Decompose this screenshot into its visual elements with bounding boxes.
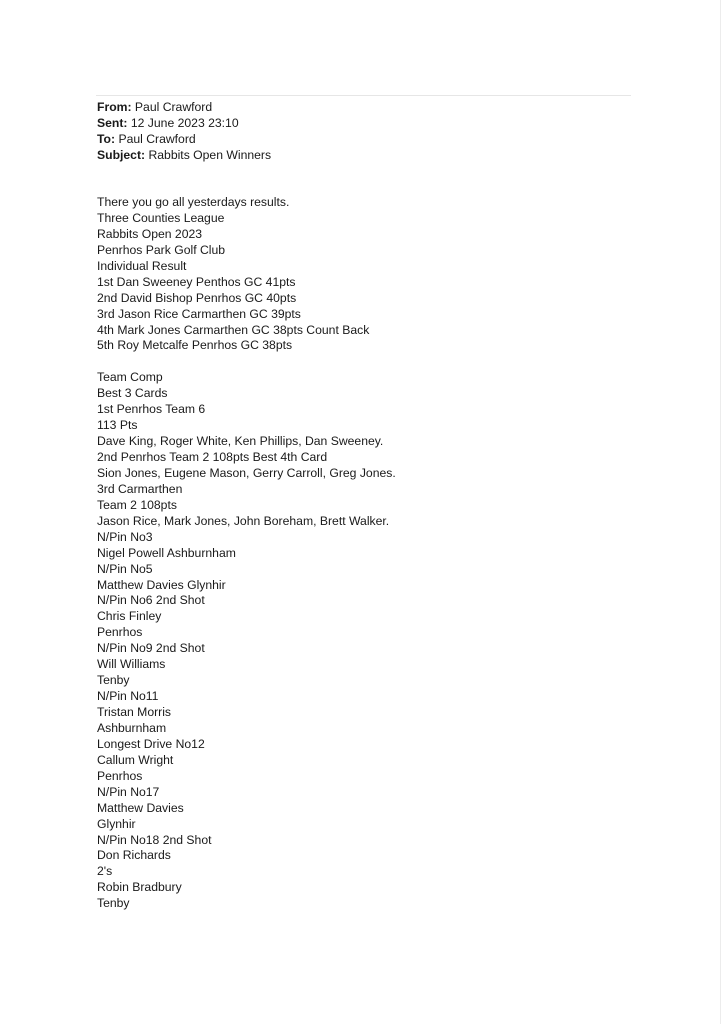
team-line: Jason Rice, Mark Jones, John Boreham, Brett Walker.: [97, 513, 390, 528]
header-divider: [96, 95, 631, 96]
prize-line: 2's: [97, 864, 113, 879]
page-edge-shadow: [720, 0, 721, 1024]
to-row: [97, 131, 271, 147]
team-line: 3rd Carmarthen: [97, 481, 183, 496]
sent-row: [97, 115, 271, 131]
individual-result: 1st Dan Sweeney Penthos GC 41pts: [97, 274, 296, 289]
team-line: 2nd Penrhos Team 2 108pts Best 4th Card: [97, 450, 328, 464]
individual-result: 5th Roy Metcalfe Penrhos GC 38pts: [97, 338, 293, 353]
email-header: [97, 99, 271, 163]
prize-line: N/Pin No18 2nd Shot: [97, 832, 212, 847]
sent-label: Sent:: [97, 116, 128, 130]
prize-line: Nigel Powell Ashburnham: [97, 545, 236, 560]
prize-line: N/Pin No17: [97, 784, 160, 799]
prize-line: Glynhir: [97, 816, 136, 831]
prize-line: Matthew Davies: [97, 800, 184, 815]
prize-line: Longest Drive No12: [97, 736, 205, 751]
prize-line: Ashburnham: [97, 720, 167, 735]
prize-line: N/Pin No5: [97, 561, 153, 576]
prize-line: Tristan Morris: [97, 705, 172, 719]
from-label: From:: [97, 100, 132, 114]
team-line: Sion Jones, Eugene Mason, Gerry Carroll, Greg Jones.: [97, 465, 396, 480]
intro-line: There you go all yesterdays results.: [97, 195, 290, 209]
prize-line: N/Pin No11: [97, 689, 159, 704]
prize-line: Tenby: [97, 673, 130, 688]
individual-result: 3rd Jason Rice Carmarthen GC 39pts: [97, 306, 301, 321]
prize-line: Penrhos: [97, 768, 143, 783]
team-line: 113 Pts: [97, 418, 138, 433]
prize-line: Don Richards: [97, 848, 171, 863]
prize-line: Will Williams: [97, 657, 166, 672]
team-line: 1st Penrhos Team 6: [97, 402, 206, 417]
email-body: [97, 195, 396, 912]
subject-value: Rabbits Open Winners: [148, 148, 272, 162]
blank-line: [97, 354, 396, 370]
subject-label: Subject:: [97, 148, 146, 162]
from-value: Paul Crawford: [134, 100, 213, 114]
prize-line: Chris Finley: [97, 609, 162, 624]
subject-row: [97, 147, 271, 163]
prize-line: Matthew Davies Glynhir: [97, 577, 226, 592]
prize-line: N/Pin No9 2nd Shot: [97, 641, 205, 656]
individual-heading: Individual Result: [97, 258, 187, 273]
venue-line: Penrhos Park Golf Club: [97, 242, 226, 257]
league-line: Three Counties League: [97, 210, 225, 225]
team-line: Dave King, Roger White, Ken Phillips, Dan Sweeney.: [97, 434, 384, 449]
to-value: Paul Crawford: [118, 132, 196, 146]
prize-line: N/Pin No6 2nd Shot: [97, 593, 205, 608]
prize-line: Tenby: [97, 896, 130, 911]
prize-line: Robin Bradbury: [97, 880, 182, 895]
prize-line: Callum Wright: [97, 752, 174, 767]
event-line: Rabbits Open 2023: [97, 226, 203, 241]
individual-result: 2nd David Bishop Penrhos GC 40pts: [97, 290, 297, 305]
individual-result: 4th Mark Jones Carmarthen GC 38pts Count Back: [97, 322, 370, 337]
team-line: Best 3 Cards: [97, 386, 168, 401]
prize-line: Penrhos: [97, 625, 143, 640]
prize-line: N/Pin No3: [97, 529, 153, 544]
to-label: To:: [97, 132, 116, 146]
sent-value: 12 June 2023 23:10: [130, 116, 239, 130]
team-line: Team 2 108pts: [97, 497, 177, 512]
team-line: Team Comp: [97, 370, 163, 385]
from-row: [97, 99, 271, 115]
